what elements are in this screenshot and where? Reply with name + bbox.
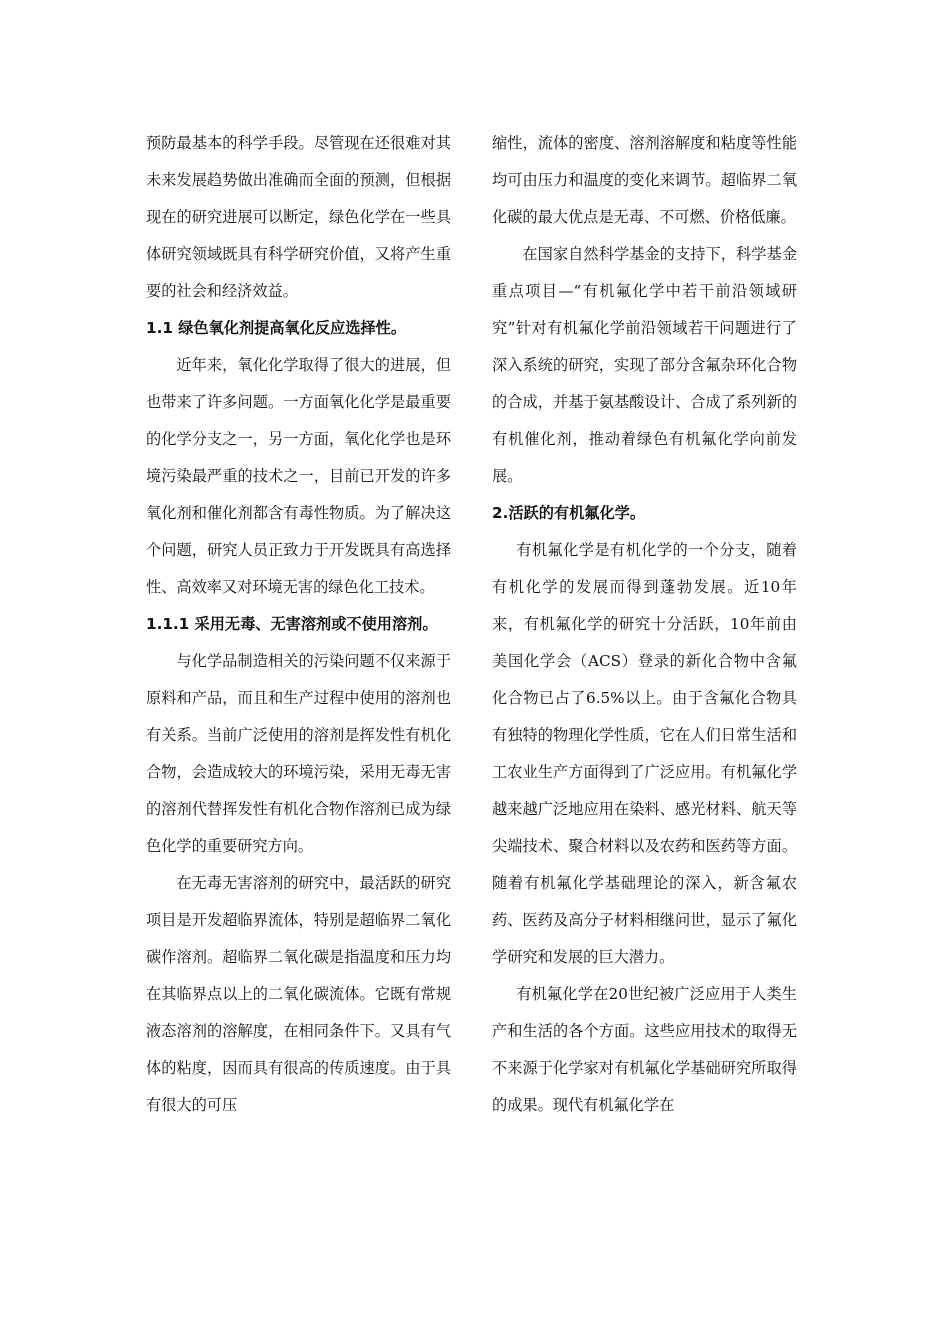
paragraph: 预防最基本的科学手段。尽管现在还很难对其未来发展趋势做出准确而全面的预测，但根据现在的研究进展可以断定，绿色化学在一些具体研究领域既具有科学研究价值，又将产生重要的社会和经济效益。	[146, 134, 451, 300]
paragraph: 在无毒无害溶剂的研究中，最活跃的研究项目是开发超临界流体，特别是超临界二氧化碳作溶剂。超临界二氧化碳是指温度和压力均在其临界点以上的二氧化碳流体。它既有常规液态溶剂的溶解度，在相同条件下。又具有气体的粘度，因而具有很高的传质速度。由于具有很大的可压	[146, 874, 451, 1114]
paragraph: 近年来，氧化化学取得了很大的进展，但也带来了许多问题。一方面氧化化学是最重要的化学分支之一，另一方面，氧化化学也是环境污染最严重的技术之一，目前已开发的许多氧化剂和催化剂都含有毒性物质。为了解决这个问题，研究人员正致力于开发既具有高选择性、高效率又对环境无害的绿色化工技术。	[146, 356, 451, 596]
section-heading: 1.1 绿色氧化剂提高氧化反应选择性。	[146, 319, 407, 337]
right-column	[492, 125, 797, 1124]
paragraph: 与化学品制造相关的污染问题不仅来源于原料和产品，而且和生产过程中使用的溶剂也有关系。当前广泛使用的溶剂是挥发性有机化合物，会造成较大的环境污染，采用无毒无害的溶剂代替挥发性有机化合物作溶剂已成为绿色化学的重要研究方向。	[146, 652, 451, 855]
paragraph: 缩性，流体的密度、溶剂溶解度和粘度等性能均可由压力和温度的变化来调节。超临界二氧化碳的最大优点是无毒、不可燃、价格低廉。	[492, 134, 797, 226]
paragraph: 有机氟化学是有机化学的一个分支，随着有机化学的发展而得到蓬勃发展。近10年来，有机氟化学的研究十分活跃，10年前由美国化学会（ACS）登录的新化合物中含氟化合物已占了6.5%以上。由于含氟化合物具有独特的物理化学性质，它在人们日常生活和工农业生产方面得到了广泛应用。有机氟化学越来越广泛地应用在染料、感光材料、航天等尖端技术、聚合材料以及农药和医药等方面。随着有机氟化学基础理论的深入，新含氟农药、医药及高分子材料相继问世，显示了氟化学研究和发展的巨大潜力。	[492, 541, 797, 966]
paragraph: 有机氟化学在20世纪被广泛应用于人类生产和生活的各个方面。这些应用技术的取得无不来源于化学家对有机氟化学基础研究所取得的成果。现代有机氟化学在	[492, 985, 797, 1114]
left-column	[146, 125, 451, 1124]
section-heading: 1.1.1 采用无毒、无害溶剂或不使用溶剂。	[146, 615, 438, 633]
section-heading: 2.活跃的有机氟化学。	[492, 504, 646, 522]
paragraph: 在国家自然科学基金的支持下，科学基金重点项目—“有机氟化学中若干前沿领域研究”针对有机氟化学前沿领域若干问题进行了深入系统的研究，实现了部分含氟杂环化合物的合成，并基于氨基酸设计、合成了系列新的有机催化剂，推动着绿色有机氟化学向前发展。	[492, 245, 797, 485]
